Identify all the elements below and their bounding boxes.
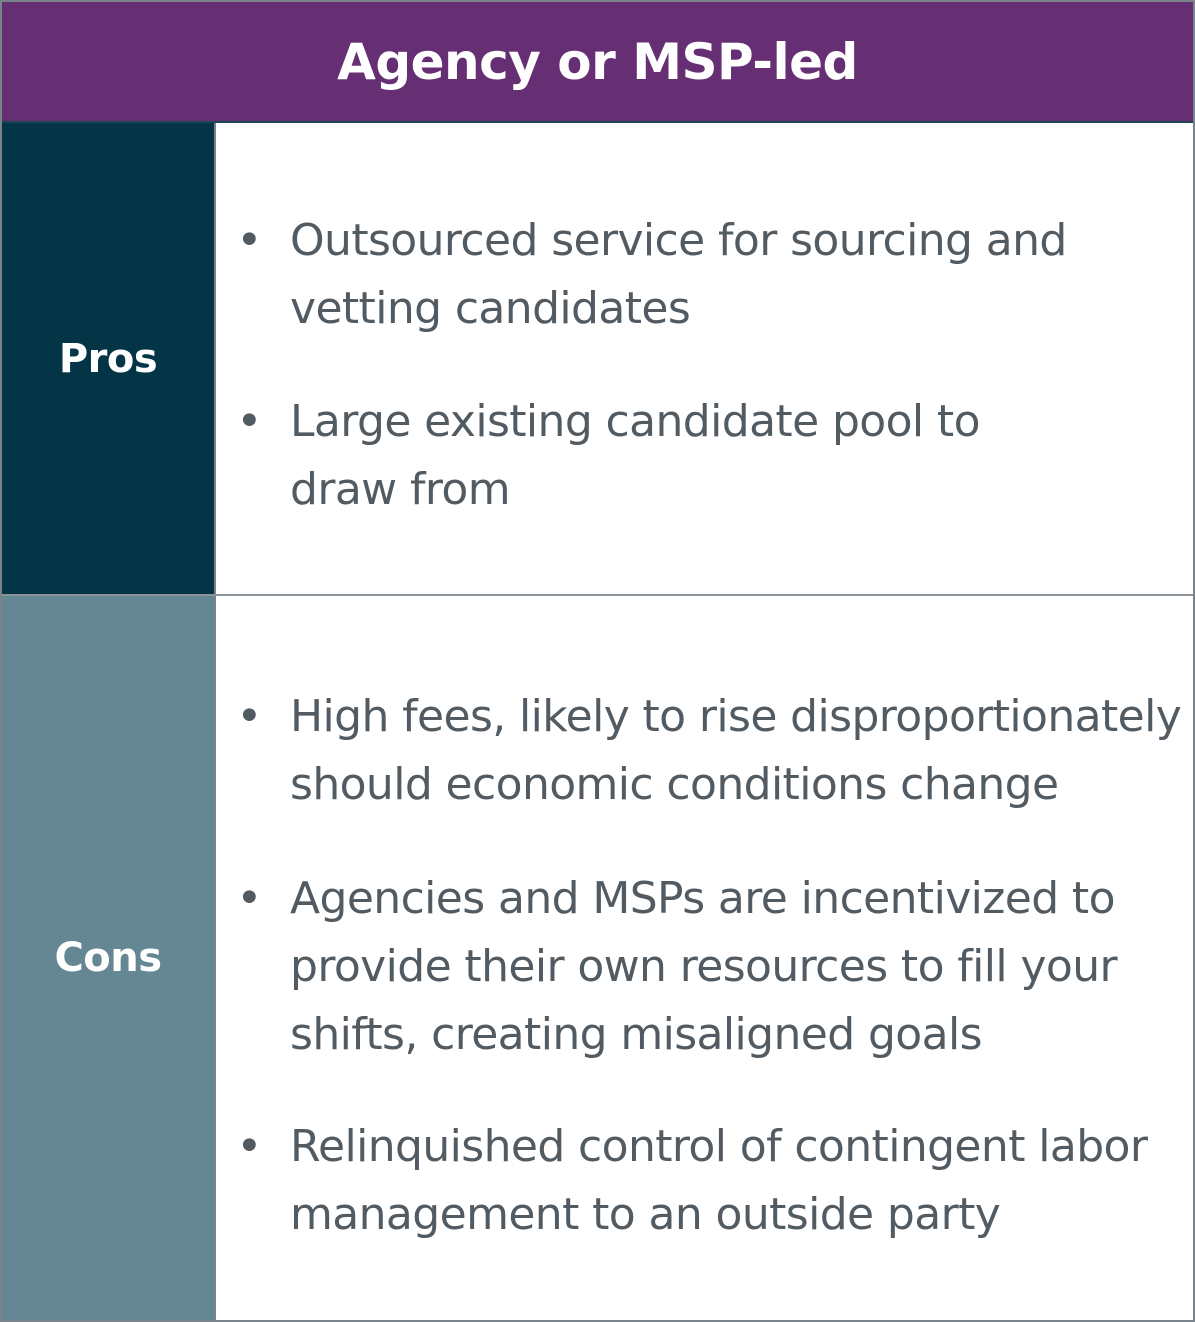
pros-label-cell — [2, 123, 214, 594]
list-item-line: Relinquished control of contingent labor — [290, 1121, 1148, 1172]
pros-row — [2, 121, 1193, 594]
table-title: Agency or MSP-led — [337, 32, 858, 91]
list-item-line: draw from — [290, 464, 510, 515]
list-item-text — [290, 388, 1179, 524]
bullet-icon: • — [236, 396, 262, 447]
list-item-line: High fees, likely to rise disproportionately — [290, 691, 1182, 742]
cons-label-cell — [2, 596, 214, 1320]
bullet-icon: • — [236, 1121, 262, 1172]
pros-label: Pros — [58, 335, 158, 382]
cons-content-cell — [214, 596, 1193, 1320]
cons-label: Cons — [54, 935, 162, 981]
list-item-text — [290, 207, 1179, 343]
list-item-line: provide their own resources to fill your — [290, 941, 1117, 992]
list-item-line: Large existing candidate pool to — [290, 396, 980, 447]
bullet-icon: • — [236, 691, 262, 742]
list-item-line: management to an outside party — [290, 1189, 1001, 1240]
list-item-text — [290, 865, 1179, 1069]
pros-content-cell — [214, 123, 1193, 594]
list-item-line: vetting candidates — [290, 283, 691, 334]
list-item-text — [290, 683, 1182, 819]
list-item-line: Outsourced service for sourcing and — [290, 215, 1067, 266]
table-header — [2, 2, 1193, 121]
list-item-text — [290, 1113, 1179, 1249]
cons-row — [2, 594, 1193, 1320]
bullet-icon: • — [236, 215, 262, 266]
list-item-line: Agencies and MSPs are incentivized to — [290, 873, 1115, 924]
list-item-line: shifts, creating misaligned goals — [290, 1009, 982, 1060]
list-item-line: should economic conditions change — [290, 759, 1059, 810]
bullet-icon: • — [236, 873, 262, 924]
